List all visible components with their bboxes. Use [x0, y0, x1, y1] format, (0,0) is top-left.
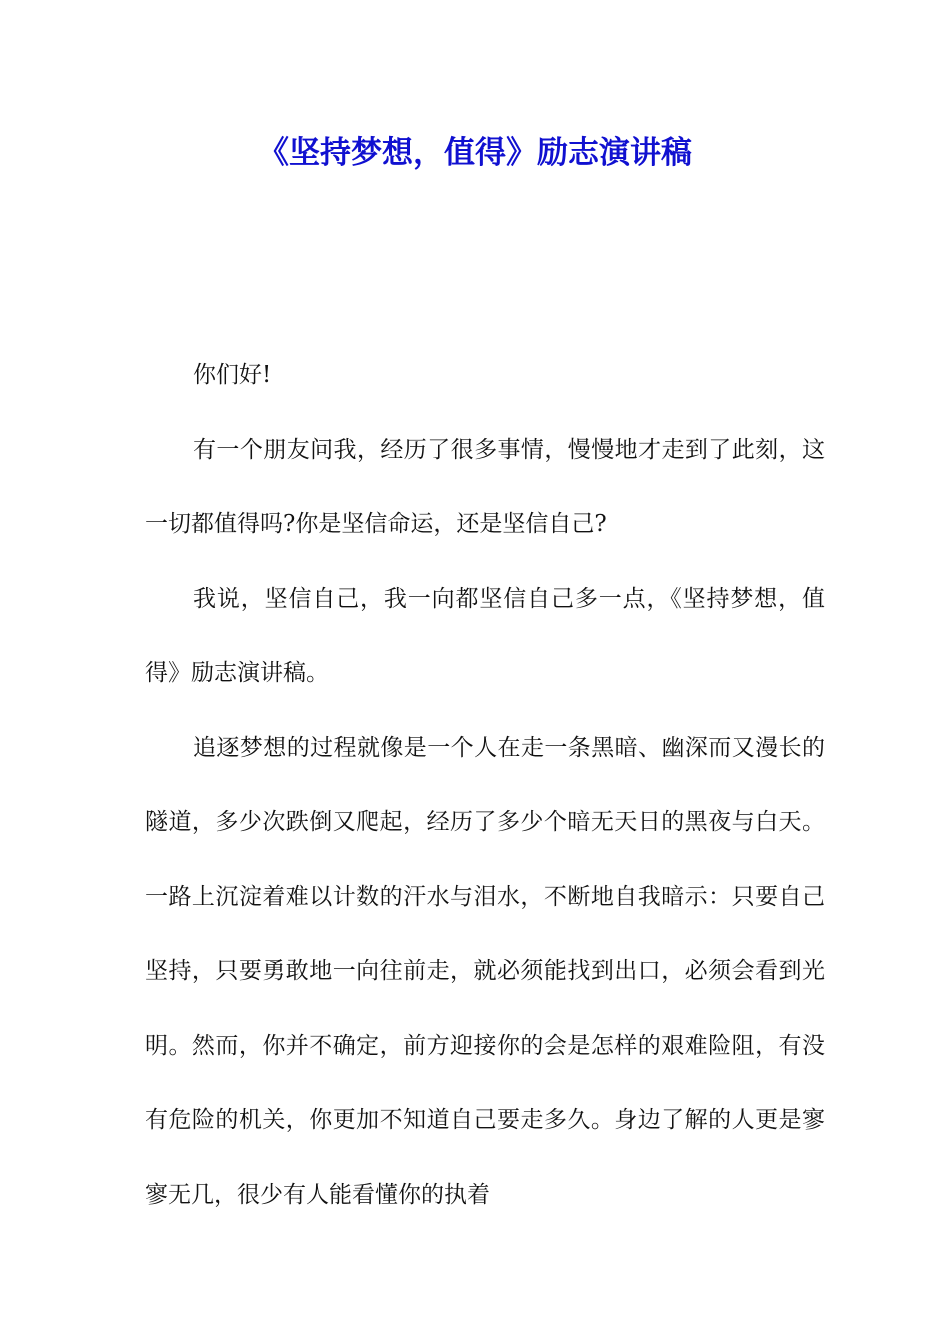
paragraph-answer: 我说，坚信自己，我一向都坚信自己多一点，《坚持梦想，值得》励志演讲稿。: [145, 585, 825, 686]
paragraph-pursuit: 追逐梦想的过程就像是一个人在走一条黑暗、幽深而又漫长的隧道，多少次跌倒又爬起，经历了多少个暗无天日的黑夜与白天。一路上沉淀着难以计数的汗水与泪水，不断地自我暗示：只要自己坚持，只要勇敢地一向往前走，就必须能找到出口，必须会看到光明。然而，你并不确定，前方迎接你的会是怎样的艰难险阻，有没有危险的机关，你更加不知道自己要走多久。身边了解的人更是寥寥无几，很少有人能看懂你的执着: [145, 734, 825, 1208]
paragraph-friend-question: 有一个朋友问我，经历了很多事情，慢慢地才走到了此刻，这一切都值得吗?你是坚信命运，还是坚信自己?: [145, 436, 825, 537]
document-title: 《坚持梦想，值得》励志演讲稿: [258, 135, 692, 171]
document-body: [145, 338, 825, 1232]
paragraph-greeting: 你们好!: [193, 362, 272, 388]
